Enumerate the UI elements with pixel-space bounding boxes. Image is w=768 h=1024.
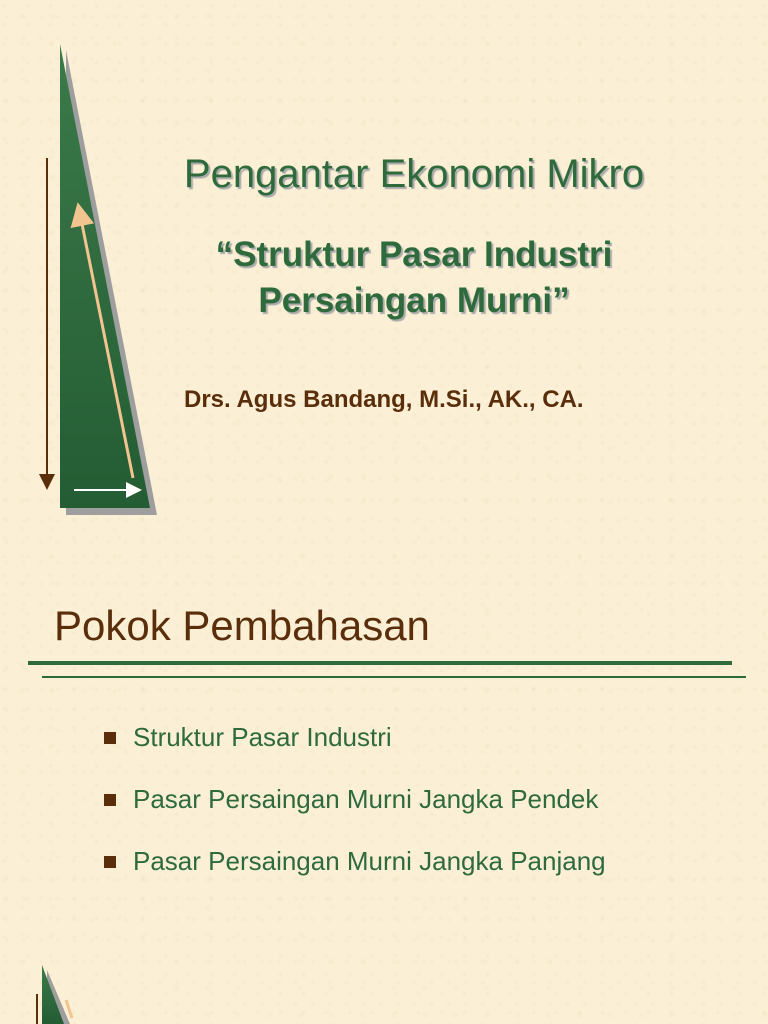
square-bullet-icon <box>104 856 116 868</box>
author-name: Drs. Agus Bandang, M.Si., AK., CA. <box>184 386 584 413</box>
title-divider-secondary <box>42 676 746 678</box>
topics-slide <box>0 560 768 1024</box>
square-bullet-icon <box>104 794 116 806</box>
slide-subtitle <box>0 232 768 324</box>
subtitle-line-2: Persaingan Murni” <box>258 281 570 320</box>
slide-title: Pengantar Ekonomi Mikro <box>183 152 645 196</box>
section-title: Pokok Pembahasan <box>54 602 430 649</box>
subtitle-line-1: “Struktur Pasar Industri <box>215 235 613 274</box>
square-bullet-icon <box>104 732 116 744</box>
list-item-text: Pasar Persaingan Murni Jangka Pendek <box>133 784 599 814</box>
title-divider <box>28 661 732 665</box>
list-item-text: Pasar Persaingan Murni Jangka Panjang <box>133 846 606 876</box>
triangle-logo-icon <box>0 960 90 1024</box>
diagonal-arrow-icon <box>66 1000 72 1018</box>
list-item-text: Struktur Pasar Industri <box>133 722 392 752</box>
